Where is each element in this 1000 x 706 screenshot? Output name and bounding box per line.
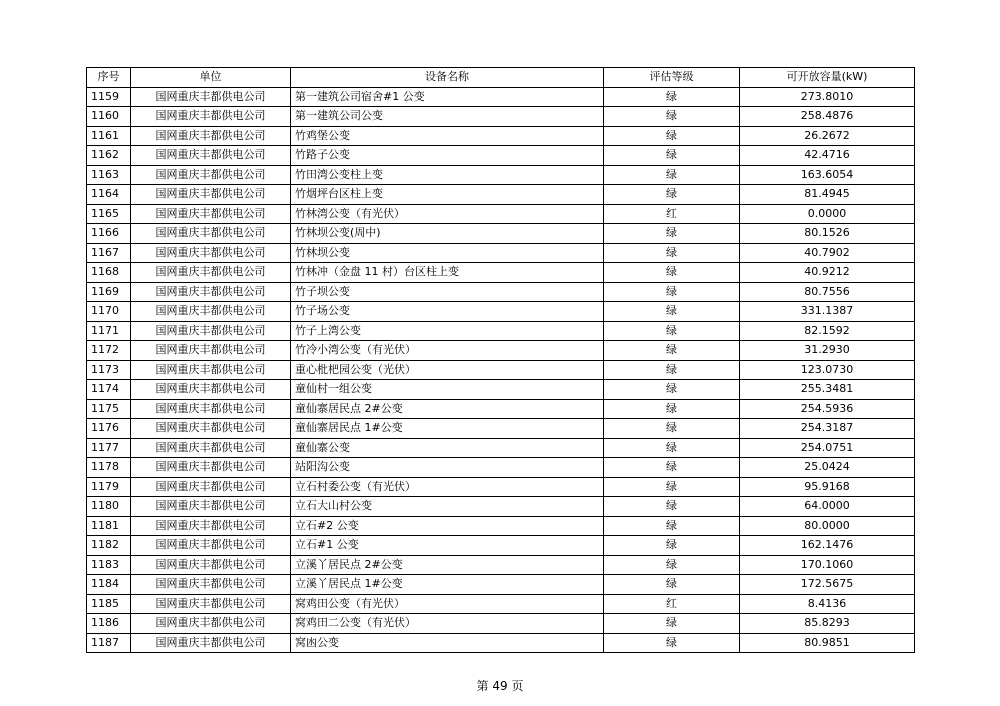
cell-unit: 国网重庆丰都供电公司 — [131, 185, 291, 205]
cell-capacity: 172.5675 — [740, 575, 915, 595]
table-row — [87, 302, 915, 322]
cell-seq: 1177 — [87, 438, 131, 458]
cell-unit: 国网重庆丰都供电公司 — [131, 282, 291, 302]
cell-seq: 1165 — [87, 204, 131, 224]
cell-capacity: 254.0751 — [740, 438, 915, 458]
cell-grade: 绿 — [604, 107, 740, 127]
cell-capacity: 258.4876 — [740, 107, 915, 127]
cell-grade: 绿 — [604, 321, 740, 341]
table-row — [87, 594, 915, 614]
table-row — [87, 419, 915, 439]
cell-seq: 1182 — [87, 536, 131, 556]
table-row — [87, 243, 915, 263]
cell-unit: 国网重庆丰都供电公司 — [131, 614, 291, 634]
cell-unit: 国网重庆丰都供电公司 — [131, 126, 291, 146]
cell-grade: 绿 — [604, 263, 740, 283]
cell-unit: 国网重庆丰都供电公司 — [131, 204, 291, 224]
cell-unit: 国网重庆丰都供电公司 — [131, 380, 291, 400]
cell-grade: 绿 — [604, 516, 740, 536]
header-capacity: 可开放容量(kW) — [740, 68, 915, 88]
cell-device-name: 竹烟坪台区柱上变 — [291, 185, 604, 205]
cell-device-name: 童仙村一组公变 — [291, 380, 604, 400]
cell-seq: 1176 — [87, 419, 131, 439]
cell-capacity: 85.8293 — [740, 614, 915, 634]
cell-device-name: 站阳沟公变 — [291, 458, 604, 478]
cell-grade: 绿 — [604, 146, 740, 166]
cell-seq: 1162 — [87, 146, 131, 166]
table-row — [87, 263, 915, 283]
cell-seq: 1166 — [87, 224, 131, 244]
cell-unit: 国网重庆丰都供电公司 — [131, 458, 291, 478]
cell-seq: 1175 — [87, 399, 131, 419]
table-row — [87, 146, 915, 166]
cell-seq: 1167 — [87, 243, 131, 263]
cell-grade: 绿 — [604, 438, 740, 458]
cell-capacity: 0.0000 — [740, 204, 915, 224]
cell-device-name: 立溪丫居民点 1#公变 — [291, 575, 604, 595]
cell-unit: 国网重庆丰都供电公司 — [131, 165, 291, 185]
header-device-name: 设备名称 — [291, 68, 604, 88]
cell-seq: 1173 — [87, 360, 131, 380]
cell-capacity: 170.1060 — [740, 555, 915, 575]
cell-device-name: 童仙寨居民点 2#公变 — [291, 399, 604, 419]
cell-device-name: 竹子场公变 — [291, 302, 604, 322]
cell-grade: 绿 — [604, 575, 740, 595]
cell-seq: 1187 — [87, 633, 131, 653]
cell-capacity: 8.4136 — [740, 594, 915, 614]
cell-seq: 1170 — [87, 302, 131, 322]
cell-device-name: 竹林坝公变(周中) — [291, 224, 604, 244]
cell-grade: 绿 — [604, 458, 740, 478]
cell-device-name: 竹冷小湾公变（有光伏） — [291, 341, 604, 361]
cell-grade: 绿 — [604, 341, 740, 361]
cell-device-name: 竹鸡堡公变 — [291, 126, 604, 146]
table-row — [87, 224, 915, 244]
cell-seq: 1184 — [87, 575, 131, 595]
cell-grade: 绿 — [604, 126, 740, 146]
table-row — [87, 399, 915, 419]
cell-grade: 红 — [604, 594, 740, 614]
cell-device-name: 重心枇杷园公变（光伏） — [291, 360, 604, 380]
cell-capacity: 80.7556 — [740, 282, 915, 302]
table-row — [87, 321, 915, 341]
cell-device-name: 立石#1 公变 — [291, 536, 604, 556]
cell-seq: 1159 — [87, 87, 131, 107]
table-row — [87, 555, 915, 575]
cell-unit: 国网重庆丰都供电公司 — [131, 341, 291, 361]
table-row — [87, 614, 915, 634]
cell-capacity: 82.1592 — [740, 321, 915, 341]
cell-capacity: 31.2930 — [740, 341, 915, 361]
cell-grade: 绿 — [604, 399, 740, 419]
table-row — [87, 477, 915, 497]
cell-device-name: 立溪丫居民点 2#公变 — [291, 555, 604, 575]
cell-seq: 1178 — [87, 458, 131, 478]
cell-capacity: 254.3187 — [740, 419, 915, 439]
cell-seq: 1179 — [87, 477, 131, 497]
cell-seq: 1186 — [87, 614, 131, 634]
capacity-table — [86, 67, 915, 653]
cell-grade: 绿 — [604, 302, 740, 322]
cell-capacity: 81.4945 — [740, 185, 915, 205]
cell-unit: 国网重庆丰都供电公司 — [131, 575, 291, 595]
cell-capacity: 25.0424 — [740, 458, 915, 478]
cell-seq: 1164 — [87, 185, 131, 205]
cell-unit: 国网重庆丰都供电公司 — [131, 477, 291, 497]
table-row — [87, 126, 915, 146]
cell-unit: 国网重庆丰都供电公司 — [131, 321, 291, 341]
cell-device-name: 第一建筑公司宿舍#1 公变 — [291, 87, 604, 107]
page-number: 第 49 页 — [476, 679, 524, 693]
cell-device-name: 立石大山村公变 — [291, 497, 604, 517]
cell-device-name: 竹子坝公变 — [291, 282, 604, 302]
table-row — [87, 633, 915, 653]
cell-device-name: 竹林坝公变 — [291, 243, 604, 263]
cell-unit: 国网重庆丰都供电公司 — [131, 243, 291, 263]
cell-device-name: 窝鸡田二公变（有光伏） — [291, 614, 604, 634]
cell-grade: 绿 — [604, 282, 740, 302]
cell-seq: 1174 — [87, 380, 131, 400]
cell-grade: 绿 — [604, 243, 740, 263]
cell-device-name: 竹林湾公变（有光伏） — [291, 204, 604, 224]
cell-seq: 1160 — [87, 107, 131, 127]
cell-seq: 1172 — [87, 341, 131, 361]
cell-capacity: 255.3481 — [740, 380, 915, 400]
cell-grade: 绿 — [604, 419, 740, 439]
cell-unit: 国网重庆丰都供电公司 — [131, 633, 291, 653]
cell-seq: 1181 — [87, 516, 131, 536]
table-row — [87, 341, 915, 361]
cell-unit: 国网重庆丰都供电公司 — [131, 360, 291, 380]
cell-unit: 国网重庆丰都供电公司 — [131, 419, 291, 439]
cell-grade: 绿 — [604, 380, 740, 400]
cell-grade: 红 — [604, 204, 740, 224]
cell-device-name: 童仙寨居民点 1#公变 — [291, 419, 604, 439]
table-row — [87, 87, 915, 107]
cell-grade: 绿 — [604, 185, 740, 205]
cell-unit: 国网重庆丰都供电公司 — [131, 263, 291, 283]
cell-device-name: 第一建筑公司公变 — [291, 107, 604, 127]
table-row — [87, 497, 915, 517]
cell-unit: 国网重庆丰都供电公司 — [131, 594, 291, 614]
table-row — [87, 165, 915, 185]
cell-unit: 国网重庆丰都供电公司 — [131, 399, 291, 419]
cell-unit: 国网重庆丰都供电公司 — [131, 536, 291, 556]
cell-grade: 绿 — [604, 224, 740, 244]
table-row — [87, 438, 915, 458]
cell-capacity: 26.2672 — [740, 126, 915, 146]
cell-capacity: 123.0730 — [740, 360, 915, 380]
cell-grade: 绿 — [604, 536, 740, 556]
table-row — [87, 536, 915, 556]
cell-device-name: 童仙寨公变 — [291, 438, 604, 458]
cell-device-name: 窝凼公变 — [291, 633, 604, 653]
table-row — [87, 185, 915, 205]
cell-unit: 国网重庆丰都供电公司 — [131, 87, 291, 107]
cell-seq: 1161 — [87, 126, 131, 146]
cell-seq: 1180 — [87, 497, 131, 517]
cell-grade: 绿 — [604, 360, 740, 380]
table-body — [87, 87, 915, 653]
cell-capacity: 64.0000 — [740, 497, 915, 517]
cell-seq: 1169 — [87, 282, 131, 302]
cell-capacity: 254.5936 — [740, 399, 915, 419]
cell-unit: 国网重庆丰都供电公司 — [131, 146, 291, 166]
cell-grade: 绿 — [604, 614, 740, 634]
cell-seq: 1171 — [87, 321, 131, 341]
cell-capacity: 40.9212 — [740, 263, 915, 283]
cell-unit: 国网重庆丰都供电公司 — [131, 302, 291, 322]
table-header-row — [87, 68, 915, 88]
cell-grade: 绿 — [604, 555, 740, 575]
table-row — [87, 458, 915, 478]
cell-unit: 国网重庆丰都供电公司 — [131, 107, 291, 127]
cell-capacity: 80.1526 — [740, 224, 915, 244]
table-row — [87, 516, 915, 536]
header-grade: 评估等级 — [604, 68, 740, 88]
cell-device-name: 竹路子公变 — [291, 146, 604, 166]
table-row — [87, 107, 915, 127]
header-seq: 序号 — [87, 68, 131, 88]
table-row — [87, 204, 915, 224]
table-row — [87, 575, 915, 595]
cell-unit: 国网重庆丰都供电公司 — [131, 497, 291, 517]
cell-capacity: 162.1476 — [740, 536, 915, 556]
table-row — [87, 360, 915, 380]
cell-grade: 绿 — [604, 497, 740, 517]
cell-unit: 国网重庆丰都供电公司 — [131, 516, 291, 536]
cell-device-name: 立石#2 公变 — [291, 516, 604, 536]
cell-capacity: 273.8010 — [740, 87, 915, 107]
cell-seq: 1168 — [87, 263, 131, 283]
table-row — [87, 282, 915, 302]
cell-grade: 绿 — [604, 87, 740, 107]
cell-device-name: 窝鸡田公变（有光伏） — [291, 594, 604, 614]
cell-capacity: 163.6054 — [740, 165, 915, 185]
cell-seq: 1183 — [87, 555, 131, 575]
header-unit: 单位 — [131, 68, 291, 88]
cell-capacity: 95.9168 — [740, 477, 915, 497]
cell-capacity: 331.1387 — [740, 302, 915, 322]
cell-device-name: 竹田湾公变柱上变 — [291, 165, 604, 185]
cell-capacity: 80.9851 — [740, 633, 915, 653]
cell-seq: 1185 — [87, 594, 131, 614]
cell-device-name: 竹林冲（金盘 11 村）台区柱上变 — [291, 263, 604, 283]
cell-capacity: 80.0000 — [740, 516, 915, 536]
cell-device-name: 竹子上湾公变 — [291, 321, 604, 341]
cell-unit: 国网重庆丰都供电公司 — [131, 224, 291, 244]
cell-device-name: 立石村委公变（有光伏） — [291, 477, 604, 497]
cell-seq: 1163 — [87, 165, 131, 185]
cell-grade: 绿 — [604, 165, 740, 185]
table-row — [87, 380, 915, 400]
cell-grade: 绿 — [604, 633, 740, 653]
cell-grade: 绿 — [604, 477, 740, 497]
cell-unit: 国网重庆丰都供电公司 — [131, 438, 291, 458]
cell-unit: 国网重庆丰都供电公司 — [131, 555, 291, 575]
cell-capacity: 42.4716 — [740, 146, 915, 166]
cell-capacity: 40.7902 — [740, 243, 915, 263]
